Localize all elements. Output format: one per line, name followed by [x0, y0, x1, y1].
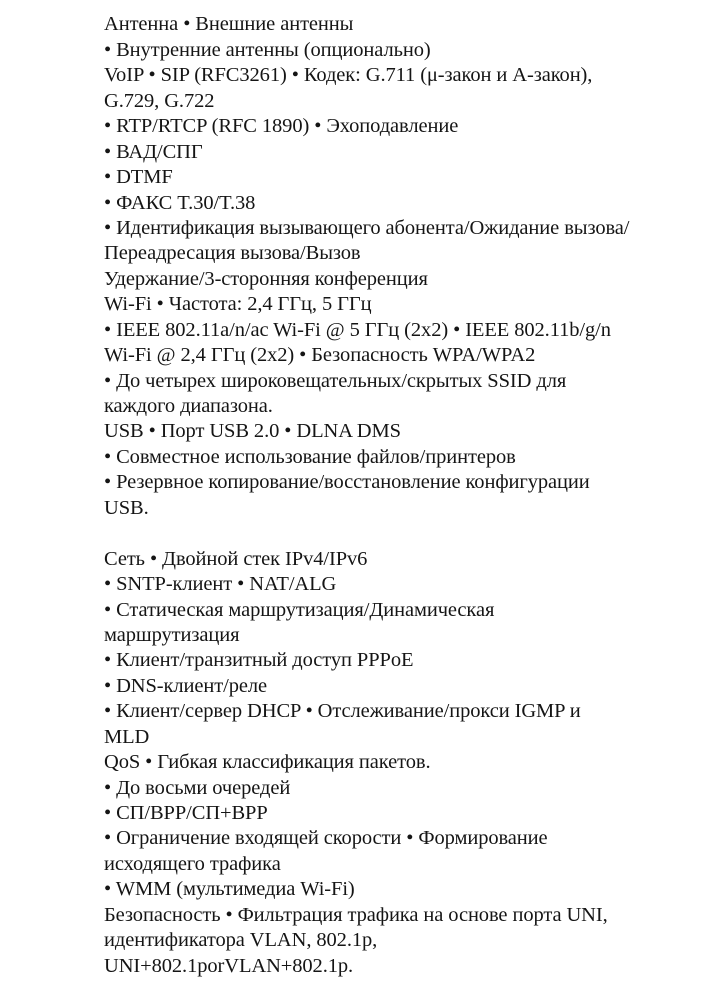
text-line: QoS • Гибкая классификация пакетов. — [104, 751, 431, 774]
text-line: Переадресация вызова/Вызов — [104, 242, 361, 265]
text-line: • Резервное копирование/восстановление конфигурации — [104, 471, 590, 494]
text-line: • Статическая маршрутизация/Динамическая — [104, 598, 495, 621]
text-line: Удержание/3-сторонняя конференция — [104, 267, 428, 290]
text-line: • Клиент/сервер DHCP • Отслеживание/прокси IGMP и — [104, 700, 581, 723]
spec-text — [104, 0, 703, 1000]
text-line: • IEEE 802.11a/n/ac Wi-Fi @ 5 ГГц (2x2) • IEEE 802.11b/g/n — [104, 318, 611, 341]
text-line: • Клиент/транзитный доступ PPPoE — [104, 649, 414, 672]
text-line: • DNS-клиент/реле — [104, 674, 268, 697]
text-line: • До четырех широковещательных/скрытых SSID для — [104, 369, 567, 392]
text-line: • DTMF — [104, 166, 173, 189]
text-line: • Ограничение входящей скорости • Формирование — [104, 827, 548, 850]
text-line: Wi-Fi • Частота: 2,4 ГГц, 5 ГГц — [104, 293, 372, 316]
text-line: USB. — [104, 496, 149, 519]
text-line: маршрутизация — [104, 623, 240, 646]
blank-line — [104, 521, 703, 546]
text-line: USB • Порт USB 2.0 • DLNA DMS — [104, 420, 401, 443]
text-line: • СП/ВРР/СП+ВРР — [104, 802, 268, 824]
text-line: • Совместное использование файлов/принтеров — [104, 445, 516, 468]
text-line: • SNTP-клиент • NAT/ALG — [104, 573, 337, 596]
text-line: MLD — [104, 725, 150, 748]
text-line: • ВАД/СПГ — [104, 140, 203, 163]
text-line: • ФАКС T.30/T.38 — [104, 191, 256, 214]
text-line: VoIP • SIP (RFC3261) • Кодек: G.711 (μ-закон и A-закон), — [104, 64, 593, 87]
text-line: идентификатора VLAN, 802.1p, — [104, 929, 378, 952]
text-line: исходящего трафика — [104, 852, 281, 875]
text-line: G.729, G.722 — [104, 89, 215, 112]
text-line — [104, 979, 703, 1000]
text-line: Wi-Fi @ 2,4 ГГц (2x2) • Безопасность WPA/WPA2 — [104, 344, 536, 367]
text-line: каждого диапазона. — [104, 395, 273, 417]
text-line: • До восьми очередей — [104, 776, 291, 799]
text-line: Безопасность • Фильтрация трафика на основе порта UNI, — [104, 903, 608, 926]
text-line: UNI+802.1porVLAN+802.1p. — [104, 954, 354, 977]
text-line: • Идентификация вызывающего абонента/Ожидание вызова/ — [104, 216, 630, 239]
text-line: • RTP/RTCP (RFC 1890) • Эхоподавление — [104, 115, 459, 138]
text-line: Сеть • Двойной стек IPv4/IPv6 — [104, 547, 368, 570]
text-line: Антенна • Внешние антенны — [104, 13, 354, 36]
text-line: • WMM (мультимедиа Wi-Fi) — [104, 878, 355, 901]
text-line — [104, 0, 703, 12]
text-line: • Внутренние антенны (опционально) — [104, 38, 431, 61]
